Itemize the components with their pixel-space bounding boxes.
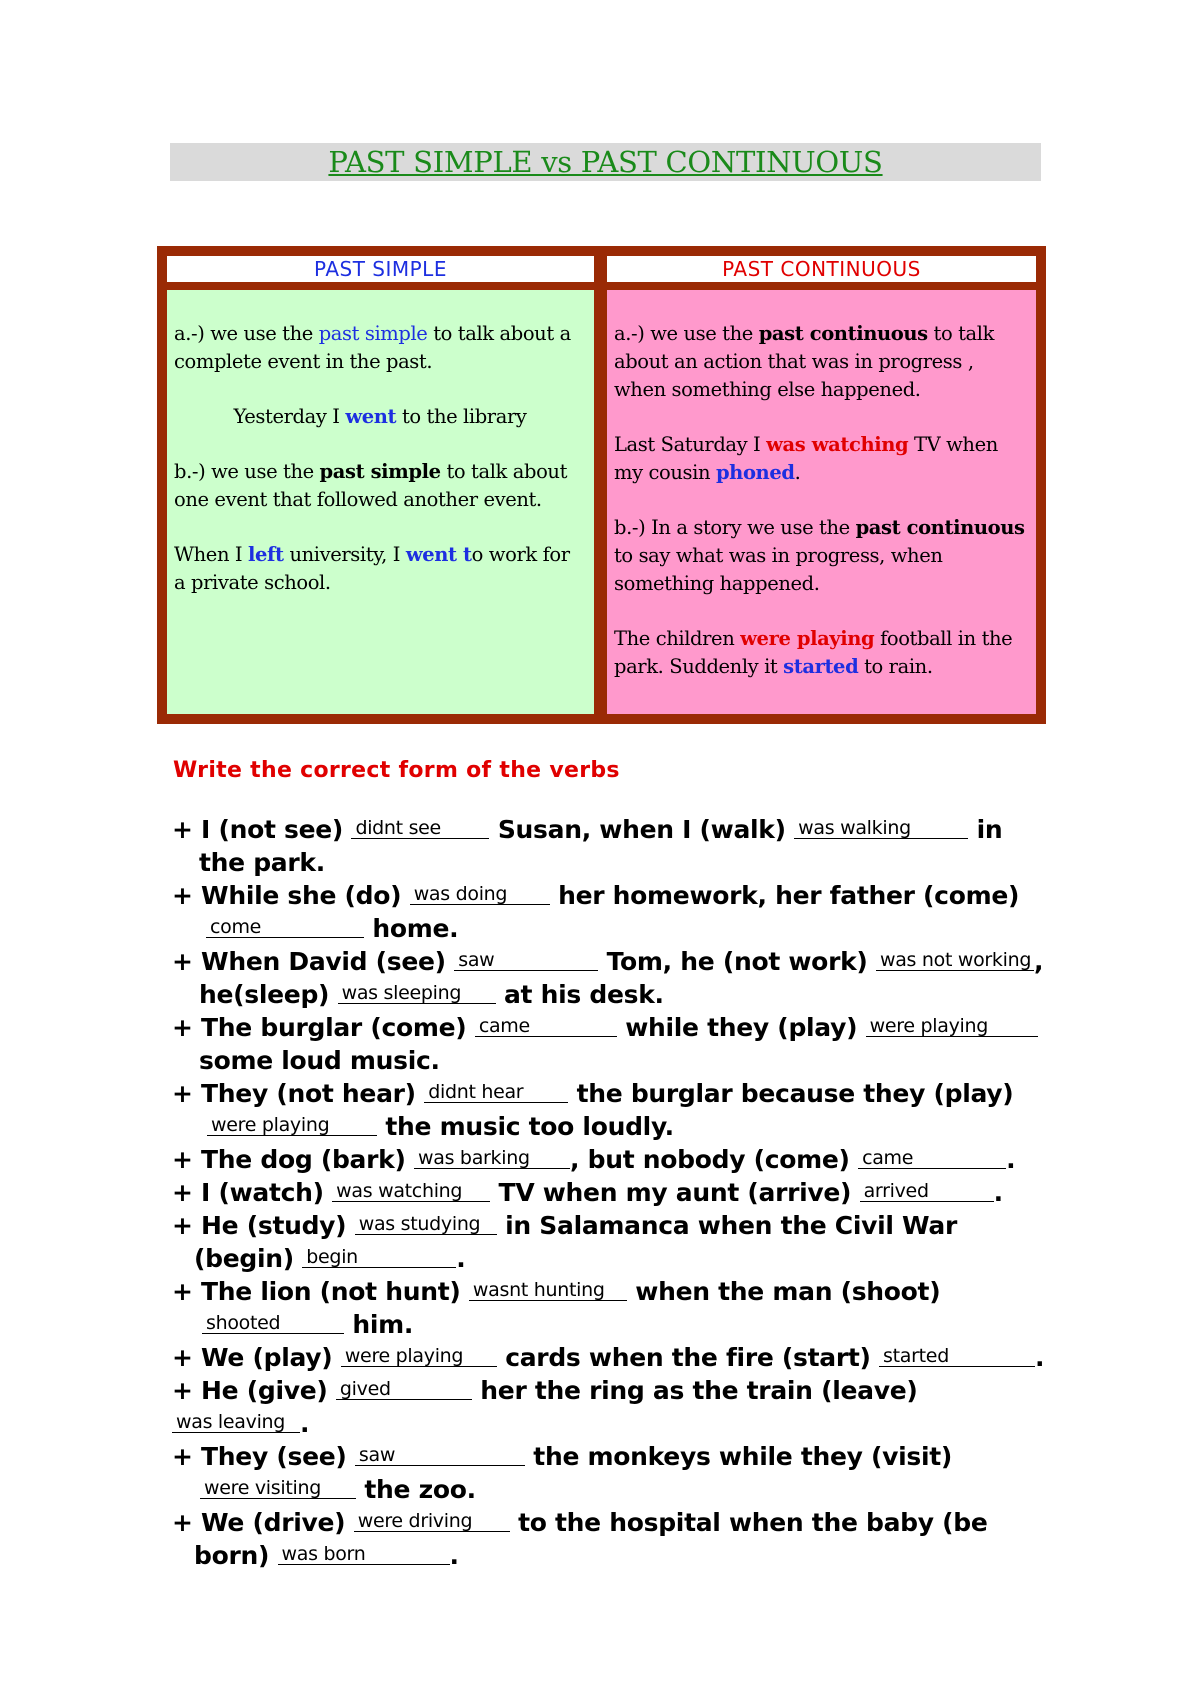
answer-blank[interactable]: came <box>475 1016 617 1037</box>
title-bar <box>170 143 1041 181</box>
keyword: past simple <box>318 322 428 345</box>
keyword: past simple <box>319 460 441 483</box>
example-1: Last Saturday I was watching TV when my cousin phoned. <box>614 433 998 484</box>
example-2: The children were playing football in the park. Suddenly it started to rain. <box>614 627 1013 678</box>
answer-blank[interactable]: saw <box>355 1445 525 1466</box>
exercise-item: (begin) begin . <box>194 1244 466 1273</box>
exercise-item: were visiting the zoo. <box>172 1473 1052 1506</box>
answer-blank[interactable]: didnt see <box>351 818 489 839</box>
answer-blank[interactable]: was not working <box>876 950 1034 971</box>
keyword: phoned <box>715 461 795 484</box>
exercise-item: + While she (do) was doing her homework, her father (come) <box>172 881 1020 910</box>
example-1: Yesterday I went to the library <box>233 405 527 428</box>
answer-blank[interactable]: started <box>879 1346 1035 1367</box>
rule-a: a.-) we use the past continuous to talk about an action that was in progress , when something else happened. <box>614 322 995 401</box>
answer-blank[interactable]: arrived <box>860 1181 994 1202</box>
past-continuous-cell <box>607 290 1036 714</box>
keyword: past continuous <box>855 516 1025 539</box>
exercise-item: he(sleep) was sleeping at his desk. <box>199 980 664 1009</box>
answer-blank[interactable]: were playing <box>866 1016 1038 1037</box>
answer-blank[interactable]: were playing <box>341 1346 497 1367</box>
keyword: were playing <box>740 627 875 650</box>
keyword: was watching <box>766 433 909 456</box>
rule-b: b.-) In a story we use the past continuous to say what was in progress, when something happened. <box>614 516 1025 595</box>
rule-a: a.-) we use the past simple to talk about a complete event in the past. <box>174 322 571 373</box>
exercise-item: born) was born . <box>194 1541 459 1570</box>
exercise-item: + They (see) saw the monkeys while they (visit) <box>172 1442 953 1471</box>
answer-blank[interactable]: came <box>858 1148 1006 1169</box>
answer-blank[interactable]: saw <box>454 950 598 971</box>
exercise-item: + The dog (bark) was barking , but nobody (come) came . <box>172 1145 1016 1174</box>
exercise-item: the park. <box>199 848 325 877</box>
answer-blank[interactable]: didnt hear <box>424 1082 568 1103</box>
answer-blank[interactable]: wasnt hunting <box>469 1280 627 1301</box>
exercise-item: come home. <box>172 912 1052 945</box>
example-2: When I left university, I went to work for a private school. <box>174 543 570 594</box>
instruction: Write the correct form of the verbs <box>173 758 620 783</box>
answer-blank[interactable]: were driving <box>354 1511 510 1532</box>
exercise-list <box>172 813 1052 1572</box>
exercise-item: some loud music. <box>199 1046 440 1075</box>
exercise-item: + He (study) was studying in Salamanca when the Civil War <box>172 1211 958 1240</box>
page-title: PAST SIMPLE vs PAST CONTINUOUS <box>328 145 883 179</box>
exercise-item: + The lion (not hunt) wasnt hunting when the man (shoot) <box>172 1277 941 1306</box>
exercise-item: shooted him. <box>172 1308 1052 1341</box>
answer-blank[interactable]: shooted <box>202 1313 344 1334</box>
answer-blank[interactable]: begin <box>302 1247 456 1268</box>
exercise-item: + He (give) gived her the ring as the train (leave) was leaving . <box>172 1376 918 1438</box>
past-continuous-header: PAST CONTINUOUS <box>607 256 1036 282</box>
answer-blank[interactable]: was doing <box>410 884 550 905</box>
past-simple-cell <box>167 290 594 714</box>
exercise-item: were playing the music too loudly. <box>172 1110 1052 1143</box>
exercise-item: + We (play) were playing cards when the fire (start) started . <box>172 1343 1045 1372</box>
answer-blank[interactable]: were playing <box>207 1115 377 1136</box>
past-simple-header: PAST SIMPLE <box>167 256 594 282</box>
rule-b: b.-) we use the past simple to talk about one event that followed another event. <box>174 460 568 511</box>
exercise-item: + I (not see) didnt see Susan, when I (walk) was walking in <box>172 815 1003 844</box>
answer-blank[interactable]: was barking <box>414 1148 570 1169</box>
exercise-item: + I (watch) was watching TV when my aunt (arrive) arrived . <box>172 1178 1003 1207</box>
answer-blank[interactable]: was sleeping <box>338 983 496 1004</box>
answer-blank[interactable]: was born <box>278 1544 450 1565</box>
keyword: left <box>248 543 284 566</box>
answer-blank[interactable]: was watching <box>332 1181 490 1202</box>
grammar-table <box>157 246 1046 724</box>
exercise-item: + They (not hear) didnt hear the burglar because they (play) <box>172 1079 1014 1108</box>
answer-blank[interactable]: was walking <box>794 818 968 839</box>
answer-blank[interactable]: was studying <box>355 1214 497 1235</box>
exercise-item: + The burglar (come) came while they (play) were playing <box>172 1011 1052 1044</box>
answer-blank[interactable]: come <box>206 917 364 938</box>
keyword: started <box>783 655 859 678</box>
exercise-item: + When David (see) saw Tom, he (not work) was not working , <box>172 947 1044 976</box>
keyword: past continuous <box>758 322 928 345</box>
answer-blank[interactable]: were visiting <box>200 1478 356 1499</box>
answer-blank[interactable]: gived <box>336 1379 472 1400</box>
answer-blank[interactable]: was leaving <box>172 1412 300 1433</box>
keyword: went <box>345 405 397 428</box>
keyword: went t <box>405 543 472 566</box>
exercise-item: + We (drive) were driving to the hospital when the baby (be <box>172 1508 988 1537</box>
